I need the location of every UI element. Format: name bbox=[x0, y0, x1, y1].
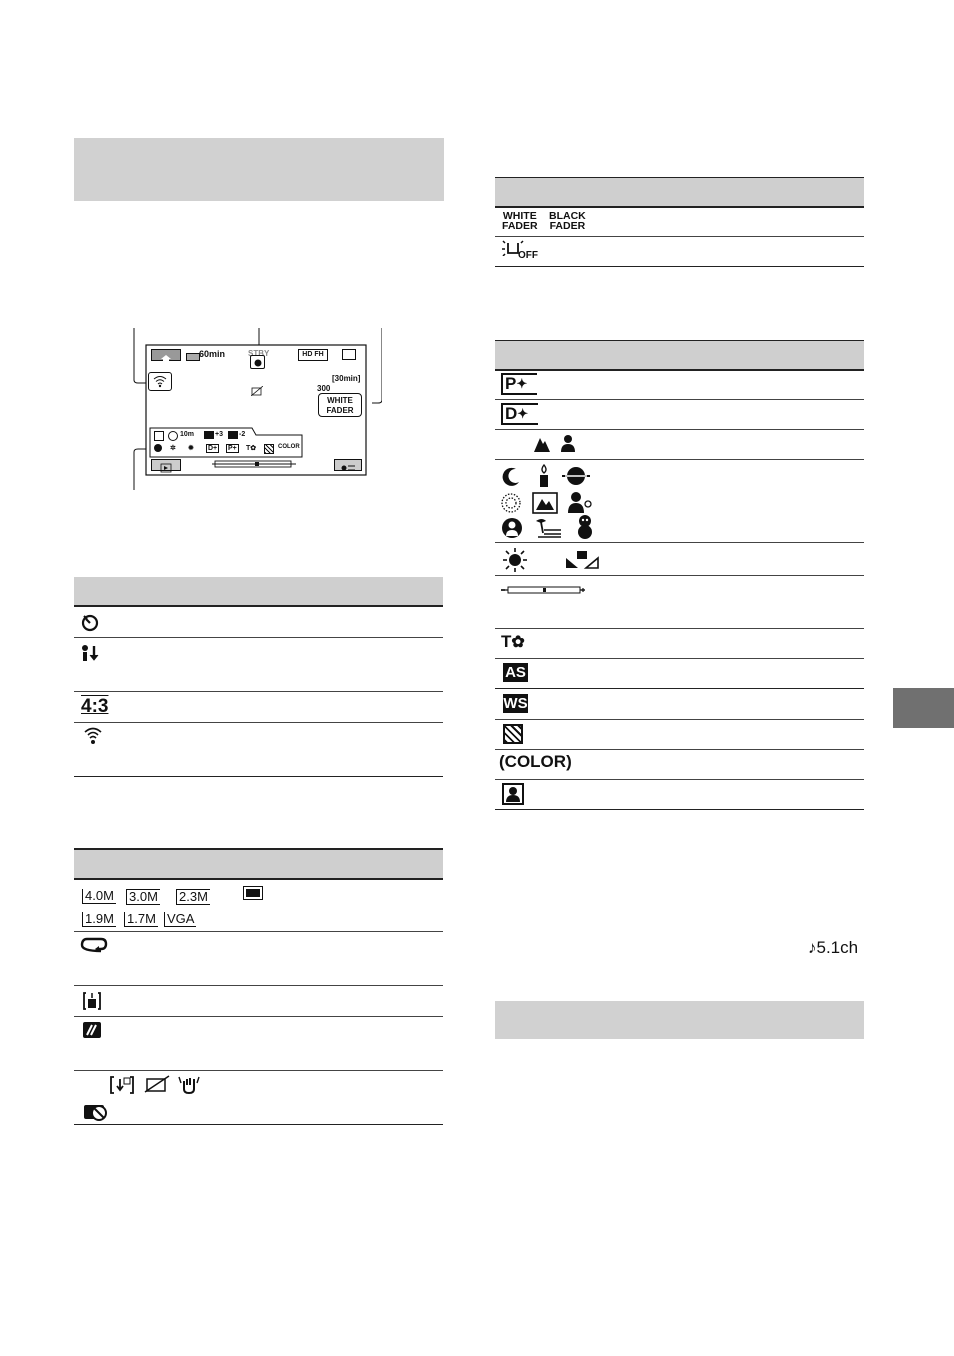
stripes-icon bbox=[264, 444, 274, 454]
focus-manual-icon bbox=[109, 1075, 135, 1095]
image-size-icons bbox=[80, 880, 360, 930]
table-row bbox=[495, 207, 864, 237]
landscape-frame-icon bbox=[532, 492, 558, 514]
table-row bbox=[495, 543, 864, 576]
table-row bbox=[495, 690, 864, 720]
section-header-band bbox=[74, 138, 444, 201]
table-row bbox=[495, 629, 864, 659]
size-1-7m: 1.7M bbox=[124, 912, 158, 927]
portrait-icon bbox=[154, 431, 164, 441]
picture-effect-icon: P✦ bbox=[501, 373, 537, 395]
media-icon bbox=[342, 349, 356, 360]
snow-icon bbox=[573, 513, 597, 539]
home-button[interactable] bbox=[151, 349, 181, 361]
spot-meter-icon bbox=[82, 1021, 102, 1039]
table-row bbox=[74, 878, 443, 932]
black-fader-label bbox=[549, 211, 586, 231]
photo-count: 300 bbox=[317, 384, 331, 393]
white-fader-line2: FADER bbox=[502, 220, 538, 232]
black-fader-line2: FADER bbox=[549, 220, 586, 232]
standby-label: STBY bbox=[248, 349, 270, 358]
table-row bbox=[495, 750, 864, 780]
flash-off-small-icon bbox=[144, 1075, 170, 1093]
table-row bbox=[495, 720, 864, 750]
as-value: +3 bbox=[215, 431, 223, 438]
table-row bbox=[495, 460, 864, 543]
focus-icon bbox=[82, 991, 102, 1011]
color-label: COLOR bbox=[504, 752, 567, 771]
flash-off-icon bbox=[251, 383, 263, 393]
option-icon bbox=[335, 463, 361, 473]
table-row bbox=[74, 607, 443, 638]
fireworks-icon bbox=[500, 492, 522, 514]
off-label: OFF bbox=[518, 250, 538, 261]
table-header bbox=[495, 177, 864, 208]
table-row bbox=[74, 986, 443, 1017]
shake-warning-icon bbox=[176, 1073, 202, 1095]
table-row bbox=[495, 400, 864, 430]
beach-icon bbox=[532, 517, 562, 539]
candle-icon bbox=[537, 464, 551, 488]
white-fader-badge bbox=[318, 393, 362, 417]
wireless-remote-icon bbox=[148, 372, 172, 391]
picture-effect-icon: P+ bbox=[228, 445, 237, 452]
battery-time: 60min bbox=[199, 349, 226, 359]
spotlight-icon bbox=[501, 517, 523, 539]
portrait-frame-icon bbox=[502, 783, 524, 805]
landscape-icon bbox=[533, 435, 551, 453]
right-table-1 bbox=[495, 177, 864, 267]
exposure-slider-icon bbox=[501, 584, 585, 596]
remaining-time: [30min] bbox=[332, 374, 361, 383]
table-row bbox=[74, 692, 443, 723]
table-row bbox=[495, 237, 864, 267]
table-header bbox=[74, 848, 443, 880]
tele-macro-icon: T✿ bbox=[246, 445, 257, 452]
portrait-soft-icon bbox=[567, 491, 593, 515]
repeat-icon bbox=[80, 936, 108, 954]
left-table-1 bbox=[74, 577, 443, 777]
digital-effect-icon: D+ bbox=[208, 445, 218, 452]
size-4m: 4.0M bbox=[82, 889, 116, 904]
white-fader-label bbox=[502, 211, 538, 231]
option-button[interactable] bbox=[334, 459, 362, 471]
color-slow-shutter-icon: (COLOR) bbox=[499, 752, 572, 771]
white-fader-line1: WHITE bbox=[502, 210, 537, 222]
ws-icon bbox=[228, 431, 238, 439]
section-header-band-right bbox=[495, 1001, 864, 1039]
size-3m: 3.0M bbox=[126, 889, 160, 905]
table-row bbox=[495, 659, 864, 689]
right-table-2 bbox=[495, 340, 864, 811]
stripes-icon bbox=[503, 724, 523, 744]
fader-line1: WHITE bbox=[327, 396, 353, 405]
scene-icons-row bbox=[154, 431, 304, 455]
auto-shutter-icon bbox=[204, 431, 214, 439]
table-header bbox=[74, 577, 443, 607]
play-button[interactable] bbox=[151, 459, 181, 471]
night-icon bbox=[500, 466, 522, 488]
auto-shutter-icon: AS bbox=[503, 663, 528, 682]
audio-5-1ch-label: ♪5.1ch bbox=[808, 938, 859, 957]
face-priority-icon bbox=[80, 644, 102, 662]
table-row bbox=[74, 932, 443, 986]
size-1-9m: 1.9M bbox=[82, 912, 116, 927]
tele-macro-icon: T✿ bbox=[501, 632, 525, 651]
hd-quality-icon: HD FH bbox=[298, 349, 328, 361]
table-row bbox=[74, 638, 443, 692]
sunlight-icon: ✲ bbox=[170, 445, 176, 452]
one-push-wb-icon bbox=[564, 550, 602, 570]
table-row bbox=[495, 370, 864, 400]
ws-value: -2 bbox=[239, 431, 246, 438]
aspect-ratio-icon: 4:3 bbox=[81, 696, 109, 717]
fluorescent-icon: ✹ bbox=[188, 445, 194, 452]
skin-icon bbox=[154, 444, 162, 452]
size-2-3m: 2.3M bbox=[176, 889, 210, 905]
digital-effect-icon: D✦ bbox=[501, 403, 538, 425]
table-row bbox=[495, 430, 864, 460]
sunlight-icon bbox=[502, 547, 528, 573]
chapter-side-tab bbox=[893, 688, 954, 728]
remote-control-icon bbox=[82, 726, 104, 746]
camera-disabled-icon bbox=[82, 1101, 110, 1121]
face-detection-icon bbox=[250, 355, 265, 369]
size-vga: VGA bbox=[164, 912, 196, 927]
timer-icon bbox=[168, 431, 178, 441]
table-row bbox=[495, 780, 864, 810]
home-icon bbox=[152, 353, 180, 363]
table-row bbox=[74, 723, 443, 777]
wide-select-icon: WS bbox=[503, 695, 528, 712]
self-timer-icon bbox=[80, 612, 100, 632]
timer-value: 10m bbox=[180, 431, 195, 438]
color-slow-icon: COLOR bbox=[278, 444, 300, 450]
play-icon bbox=[152, 463, 180, 473]
black-fader-line1: BLACK bbox=[549, 210, 586, 222]
table-row bbox=[74, 1017, 443, 1071]
portrait-person-icon bbox=[559, 434, 577, 452]
table-row bbox=[495, 576, 864, 629]
table-header bbox=[495, 340, 864, 371]
table-row bbox=[74, 1071, 443, 1125]
left-table-2 bbox=[74, 848, 443, 1124]
fader-line2: FADER bbox=[326, 406, 354, 415]
battery-icon bbox=[186, 353, 200, 361]
lcd-screen-diagram bbox=[120, 325, 382, 495]
sunrise-icon bbox=[561, 465, 591, 487]
wide-frame-icon bbox=[243, 886, 263, 900]
